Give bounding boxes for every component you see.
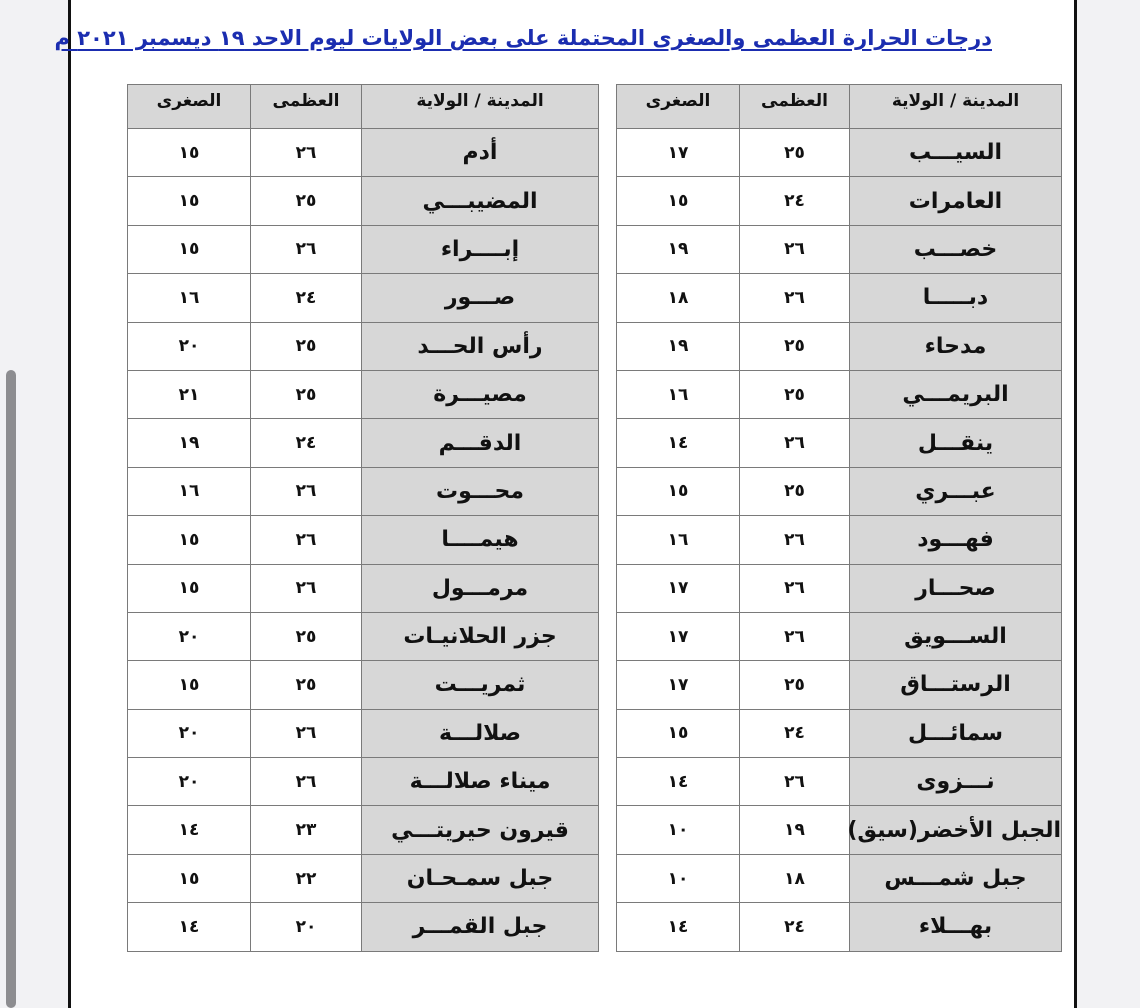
header-city: المدينة / الولاية xyxy=(362,85,599,129)
cell-min: ١٠ xyxy=(617,854,740,902)
cell-min: ٢٠ xyxy=(128,758,251,806)
cell-city: فهـــود xyxy=(850,516,1062,564)
cell-city: محـــوت xyxy=(362,467,599,515)
header-max: العظمى xyxy=(251,85,362,129)
cell-min: ١٨ xyxy=(617,274,740,322)
table-row xyxy=(128,419,599,467)
cell-max: ٢٥ xyxy=(251,370,362,418)
cell-max: ٢٦ xyxy=(740,225,850,273)
cell-min: ١٩ xyxy=(128,419,251,467)
cell-city: نـــزوى xyxy=(850,758,1062,806)
cell-max: ٢٦ xyxy=(740,516,850,564)
cell-max: ٢٥ xyxy=(740,467,850,515)
cell-max: ٢٤ xyxy=(740,903,850,951)
table-header-row xyxy=(128,85,599,129)
cell-city: ينقـــل xyxy=(850,419,1062,467)
table-row xyxy=(128,467,599,515)
cell-city: عبـــري xyxy=(850,467,1062,515)
table-row xyxy=(617,564,1062,612)
cell-max: ٢٦ xyxy=(740,612,850,660)
header-min: الصغرى xyxy=(617,85,740,129)
cell-city: صـــور xyxy=(362,274,599,322)
table-row xyxy=(617,806,1062,854)
table-row xyxy=(617,709,1062,757)
table-row xyxy=(617,661,1062,709)
cell-max: ٢٥ xyxy=(251,322,362,370)
cell-min: ٢٠ xyxy=(128,322,251,370)
cell-max: ٢٥ xyxy=(740,661,850,709)
cell-max: ٢٠ xyxy=(251,903,362,951)
table-row xyxy=(128,516,599,564)
temperature-table-left xyxy=(127,84,599,952)
table-row xyxy=(617,177,1062,225)
table-header-row xyxy=(617,85,1062,129)
cell-city: جبل سمـحـان xyxy=(362,854,599,902)
cell-max: ٢٣ xyxy=(251,806,362,854)
cell-city: السيـــب xyxy=(850,129,1062,177)
cell-max: ١٩ xyxy=(740,806,850,854)
cell-max: ٢٥ xyxy=(251,612,362,660)
cell-max: ٢٤ xyxy=(740,177,850,225)
cell-max: ٢٢ xyxy=(251,854,362,902)
table-row xyxy=(128,322,599,370)
cell-min: ١٦ xyxy=(128,467,251,515)
cell-min: ١٩ xyxy=(617,322,740,370)
cell-min: ١٥ xyxy=(617,177,740,225)
cell-city: هيمــــا xyxy=(362,516,599,564)
table-row xyxy=(128,177,599,225)
cell-max: ٢٦ xyxy=(251,225,362,273)
table-row xyxy=(617,322,1062,370)
cell-min: ١٧ xyxy=(617,129,740,177)
cell-city: سمائـــل xyxy=(850,709,1062,757)
cell-min: ١٧ xyxy=(617,564,740,612)
cell-min: ١٥ xyxy=(617,467,740,515)
cell-max: ٢٦ xyxy=(251,709,362,757)
table-row xyxy=(617,129,1062,177)
cell-max: ٢٤ xyxy=(251,419,362,467)
cell-city: جبل القمـــر xyxy=(362,903,599,951)
cell-city: جبل شمـــس xyxy=(850,854,1062,902)
cell-min: ١٦ xyxy=(617,516,740,564)
cell-max: ٢٥ xyxy=(251,661,362,709)
cell-min: ٢١ xyxy=(128,370,251,418)
table-row xyxy=(128,758,599,806)
temperature-table-right xyxy=(616,84,1062,952)
cell-city: البريمـــي xyxy=(850,370,1062,418)
cell-city: قيرون حيريتـــي xyxy=(362,806,599,854)
cell-min: ١٩ xyxy=(617,225,740,273)
table-row xyxy=(617,370,1062,418)
table-row xyxy=(128,903,599,951)
cell-max: ٢٦ xyxy=(740,419,850,467)
table-row xyxy=(128,274,599,322)
cell-city: الدقـــم xyxy=(362,419,599,467)
cell-city: صحـــار xyxy=(850,564,1062,612)
table-row xyxy=(128,225,599,273)
cell-max: ٢٥ xyxy=(740,370,850,418)
cell-min: ١٥ xyxy=(128,177,251,225)
table-row xyxy=(128,370,599,418)
cell-max: ٢٦ xyxy=(251,467,362,515)
cell-city: الســـويق xyxy=(850,612,1062,660)
cell-min: ١٥ xyxy=(128,854,251,902)
cell-city: ثمريـــت xyxy=(362,661,599,709)
cell-min: ١٥ xyxy=(128,564,251,612)
cell-max: ٢٥ xyxy=(740,322,850,370)
cell-max: ٢٥ xyxy=(251,177,362,225)
table-row xyxy=(617,467,1062,515)
cell-min: ١٠ xyxy=(617,806,740,854)
cell-min: ١٥ xyxy=(128,516,251,564)
cell-min: ١٦ xyxy=(128,274,251,322)
cell-city: دبـــــا xyxy=(850,274,1062,322)
cell-min: ١٦ xyxy=(617,370,740,418)
cell-max: ١٨ xyxy=(740,854,850,902)
scrollbar[interactable] xyxy=(6,370,16,1008)
table-row xyxy=(128,854,599,902)
table-row xyxy=(617,758,1062,806)
cell-city: إبــــراء xyxy=(362,225,599,273)
cell-max: ٢٦ xyxy=(740,564,850,612)
header-min: الصغرى xyxy=(128,85,251,129)
cell-city: الجبل الأخضر(سيق) xyxy=(850,806,1062,854)
table-row xyxy=(617,612,1062,660)
page-title: درجات الحرارة العظمى والصغرى المحتملة على بعض الولايات ليوم الاحد ١٩ ديسمبر ٢٠٢١ م xyxy=(54,26,992,50)
cell-max: ٢٤ xyxy=(251,274,362,322)
cell-city: صلالـــة xyxy=(362,709,599,757)
cell-min: ١٧ xyxy=(617,661,740,709)
cell-max: ٢٦ xyxy=(740,274,850,322)
cell-city: رأس الحـــد xyxy=(362,322,599,370)
table-row xyxy=(617,419,1062,467)
cell-min: ٢٠ xyxy=(128,709,251,757)
table-row xyxy=(128,709,599,757)
table-row xyxy=(128,564,599,612)
table-row xyxy=(617,225,1062,273)
cell-city: أدم xyxy=(362,129,599,177)
table-row xyxy=(617,903,1062,951)
cell-city: خصـــب xyxy=(850,225,1062,273)
cell-city: بهـــلاء xyxy=(850,903,1062,951)
cell-city: المضيبـــي xyxy=(362,177,599,225)
cell-min: ١٤ xyxy=(128,806,251,854)
cell-min: ١٤ xyxy=(617,419,740,467)
cell-max: ٢٦ xyxy=(251,129,362,177)
cell-max: ٢٦ xyxy=(251,516,362,564)
cell-max: ٢٦ xyxy=(740,758,850,806)
cell-min: ١٥ xyxy=(128,661,251,709)
cell-city: جزر الحلانيـات xyxy=(362,612,599,660)
table-row xyxy=(128,129,599,177)
table-row xyxy=(617,274,1062,322)
table-row xyxy=(128,612,599,660)
cell-city: مصيـــرة xyxy=(362,370,599,418)
cell-max: ٢٥ xyxy=(740,129,850,177)
cell-min: ١٥ xyxy=(128,225,251,273)
cell-min: ١٤ xyxy=(617,903,740,951)
header-max: العظمى xyxy=(740,85,850,129)
table-row xyxy=(128,661,599,709)
cell-city: ميناء صلالـــة xyxy=(362,758,599,806)
table-row xyxy=(617,854,1062,902)
cell-max: ٢٤ xyxy=(740,709,850,757)
cell-city: مرمـــول xyxy=(362,564,599,612)
cell-min: ١٥ xyxy=(128,129,251,177)
cell-min: ١٧ xyxy=(617,612,740,660)
cell-min: ١٥ xyxy=(617,709,740,757)
table-row xyxy=(617,516,1062,564)
cell-min: ١٤ xyxy=(617,758,740,806)
table-row xyxy=(128,806,599,854)
cell-city: مدحاء xyxy=(850,322,1062,370)
cell-city: الرستـــاق xyxy=(850,661,1062,709)
cell-max: ٢٦ xyxy=(251,758,362,806)
cell-city: العامرات xyxy=(850,177,1062,225)
cell-min: ١٤ xyxy=(128,903,251,951)
cell-min: ٢٠ xyxy=(128,612,251,660)
header-city: المدينة / الولاية xyxy=(850,85,1062,129)
cell-max: ٢٦ xyxy=(251,564,362,612)
